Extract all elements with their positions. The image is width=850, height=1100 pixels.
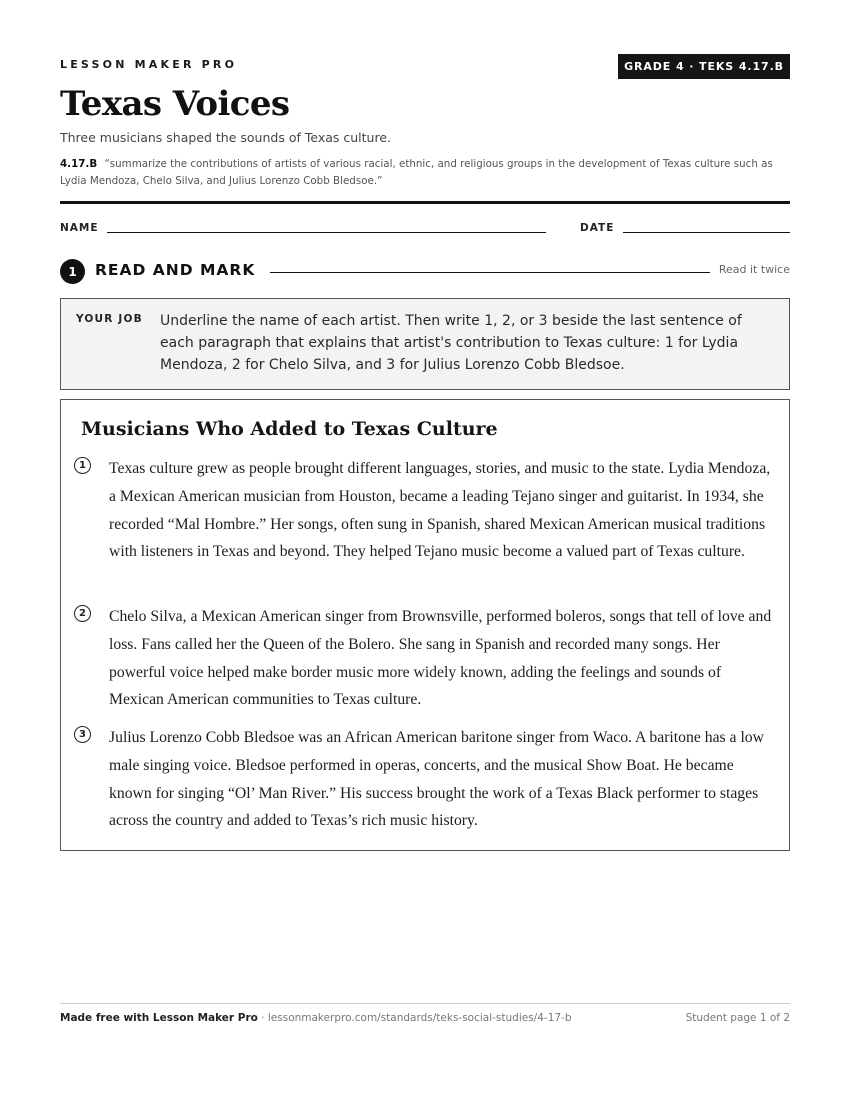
name-field[interactable] — [107, 232, 546, 233]
page-title: Texas Voices — [60, 84, 290, 124]
paragraph-text: Chelo Silva, a Mexican American singer from Brownsville, performed boleros, songs that tell of love and loss. Fans called her the Queen of the Bolero. She sang in Spanish and recorded many songs. Her powerful voice helped make border music more widely known, adding the feelings and sounds of Mexican American communities to Texas culture. — [109, 608, 772, 709]
paragraph-number-circle: 2 — [74, 605, 91, 622]
header-divider — [60, 201, 790, 204]
instructions-label: YOUR JOB — [76, 313, 143, 325]
standard-statement — [60, 156, 790, 190]
name-label: NAME — [60, 222, 99, 234]
instructions-text: Underline the name of each artist. Then write 1, 2, or 3 beside the last sentence of each paragraph that explains that artist's contribution to Texas culture: 1 for Lydia Mendoza, 2 for Chelo Silva, and 3 for Julius Lorenzo Cobb Bledsoe. — [160, 313, 742, 373]
section-title: READ AND MARK — [95, 261, 256, 279]
standard-text: “summarize the contributions of artists of various racial, ethnic, and religious groups in the development of Texas culture such as Lydia Mendoza, Chelo Silva, and Julius Lorenzo Cobb Bledsoe.” — [60, 158, 773, 187]
date-label: DATE — [580, 222, 615, 234]
footer-url[interactable]: lessonmakerpro.com/standards/teks-social-studies/4-17-b — [267, 1012, 572, 1024]
worksheet-page — [60, 0, 790, 1100]
paragraph-number-circle: 3 — [74, 726, 91, 743]
date-field[interactable] — [623, 232, 790, 233]
section-note: Read it twice — [718, 263, 790, 276]
paragraph-text: Texas culture grew as people brought different languages, stories, and music to the state. Lydia Mendoza, a Mexican American musician from Houston, became a leading Tejano singer and guitarist. In 1934, she recorded “Mal Hombre.” Her songs, often sung in Spanish, shared Mexican American musical traditions with listeners in Texas and beyond. They helped Tejano music become a valued part of Texas culture. — [109, 460, 771, 561]
footer-credit — [60, 1012, 572, 1024]
footer-divider — [60, 1003, 790, 1004]
instructions-box — [60, 298, 790, 390]
page-subtitle: Three musicians shaped the sounds of Texas culture. — [60, 130, 391, 145]
standard-code: 4.17.B — [60, 158, 98, 170]
reading-passage — [60, 399, 790, 851]
section-divider — [270, 272, 710, 273]
paragraph-text: Julius Lorenzo Cobb Bledsoe was an African American baritone singer from Waco. A baritone has a low male singing voice. Bledsoe performed in operas, concerts, and the musical Show Boat. He became known for singing “Ol’ Man River.” His success brought the work of a Texas Black performer to stages across the country and added to Texas’s rich music history. — [109, 729, 764, 830]
page-indicator: Student page 1 of 2 — [685, 1012, 790, 1024]
passage-title: Musicians Who Added to Texas Culture — [81, 418, 498, 440]
footer-made-with: Made free with Lesson Maker Pro — [60, 1012, 258, 1024]
brand-name: LESSON MAKER PRO — [60, 58, 238, 71]
step-number-badge: 1 — [60, 259, 85, 284]
grade-badge: GRADE 4 · TEKS 4.17.B — [618, 54, 790, 79]
paragraph-number-circle: 1 — [74, 457, 91, 474]
footer-separator: · — [257, 1012, 268, 1024]
